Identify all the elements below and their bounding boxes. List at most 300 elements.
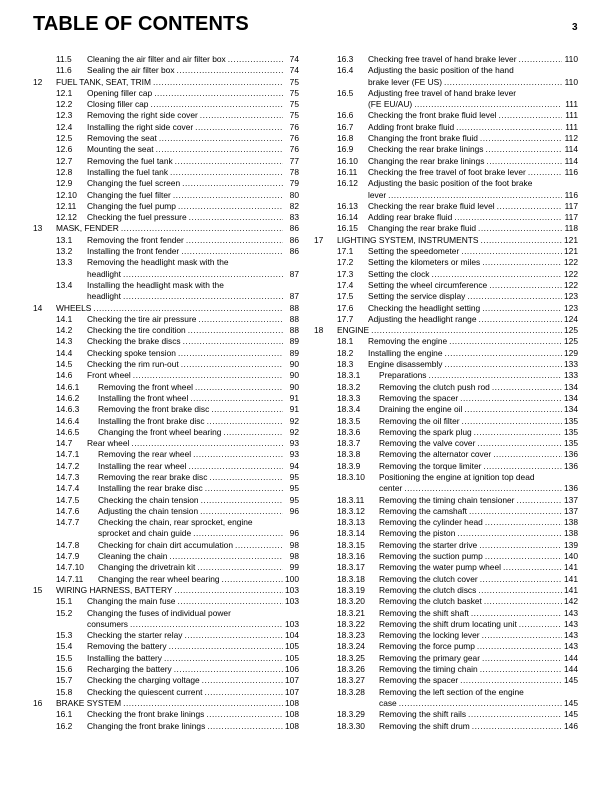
toc-entry-text bbox=[379, 709, 578, 720]
toc-entry[interactable] bbox=[314, 630, 578, 641]
toc-entry[interactable] bbox=[314, 280, 578, 291]
toc-entry[interactable] bbox=[314, 619, 578, 630]
dot-leader bbox=[486, 156, 562, 167]
toc-entry[interactable] bbox=[314, 156, 578, 167]
toc-entry-text bbox=[368, 212, 578, 223]
toc-entry[interactable] bbox=[314, 178, 578, 201]
dot-leader bbox=[198, 314, 283, 325]
toc-entry[interactable] bbox=[314, 133, 578, 144]
toc-entry-text bbox=[379, 574, 578, 585]
toc-entry-title: Checking the front brake linings bbox=[87, 709, 205, 720]
toc-entry[interactable] bbox=[314, 269, 578, 280]
toc-entry[interactable] bbox=[33, 461, 299, 472]
toc-entry-text bbox=[87, 144, 299, 155]
toc-entry[interactable] bbox=[33, 223, 299, 234]
toc-entry-page: 122 bbox=[564, 279, 578, 290]
toc-entry[interactable] bbox=[33, 325, 299, 336]
toc-entry-page: 90 bbox=[289, 359, 299, 370]
dot-leader bbox=[482, 303, 562, 314]
toc-entry-title: Mounting the seat bbox=[87, 144, 154, 155]
toc-entry-number: 16.15 bbox=[337, 223, 358, 234]
toc-entry[interactable] bbox=[314, 687, 578, 710]
toc-entry[interactable] bbox=[314, 110, 578, 121]
dot-leader bbox=[169, 551, 283, 562]
toc-entry[interactable] bbox=[33, 416, 299, 427]
toc-entry[interactable] bbox=[314, 235, 578, 246]
toc-entry-page: 75 bbox=[289, 76, 299, 87]
toc-entry-number: 16.4 bbox=[337, 65, 354, 76]
toc-entry[interactable] bbox=[314, 653, 578, 664]
toc-entry[interactable] bbox=[33, 404, 299, 415]
toc-entry-title: Removing the alternator cover bbox=[379, 449, 492, 460]
toc-entry-title: Installing the fuel tank bbox=[87, 166, 169, 177]
dot-leader bbox=[404, 483, 562, 494]
toc-entry[interactable] bbox=[33, 540, 299, 551]
toc-entry-text bbox=[379, 517, 578, 528]
toc-entry-text bbox=[368, 88, 578, 111]
toc-entry[interactable] bbox=[314, 709, 578, 720]
dot-leader bbox=[492, 382, 562, 393]
toc-entry[interactable] bbox=[33, 156, 299, 167]
toc-entry-title: Checking the brake discs bbox=[87, 336, 181, 347]
dot-leader bbox=[178, 348, 283, 359]
toc-entry[interactable] bbox=[314, 495, 578, 506]
toc-entry[interactable] bbox=[314, 382, 578, 393]
toc-entry[interactable] bbox=[33, 427, 299, 438]
dot-leader bbox=[170, 167, 283, 178]
toc-entry-title: Adjusting the headlight range bbox=[368, 313, 477, 324]
dot-leader bbox=[207, 416, 283, 427]
toc-entry[interactable] bbox=[33, 449, 299, 460]
toc-entry-number: 18.3.13 bbox=[337, 517, 365, 528]
toc-entry[interactable] bbox=[33, 596, 299, 607]
toc-entry[interactable] bbox=[314, 517, 578, 528]
toc-entry-page: 79 bbox=[289, 178, 299, 189]
toc-entry[interactable] bbox=[314, 540, 578, 551]
toc-entry-title: Removing the primary gear bbox=[379, 652, 481, 663]
toc-entry[interactable] bbox=[33, 370, 299, 381]
toc-entry[interactable] bbox=[33, 77, 299, 88]
toc-entry-page: 136 bbox=[564, 449, 578, 460]
toc-entry-title: Draining the engine oil bbox=[379, 404, 463, 415]
toc-entry-title: Removing the camshaft bbox=[379, 505, 467, 516]
toc-entry-number: 18.3.16 bbox=[337, 551, 365, 562]
dot-leader bbox=[182, 178, 283, 189]
toc-entry[interactable] bbox=[314, 144, 578, 155]
toc-entry[interactable] bbox=[314, 325, 578, 336]
dot-leader bbox=[195, 382, 283, 393]
dot-leader bbox=[181, 359, 283, 370]
toc-entry-page: 116 bbox=[564, 189, 578, 200]
toc-entry-number: 18.3.19 bbox=[337, 584, 365, 595]
toc-entry-page: 111 bbox=[565, 110, 578, 121]
toc-entry-text bbox=[87, 122, 299, 133]
toc-entry[interactable] bbox=[33, 212, 299, 223]
toc-entry-number: 14.7.10 bbox=[56, 562, 84, 573]
toc-entry-page: 95 bbox=[289, 494, 299, 505]
toc-entry-title: Installing the right side cover bbox=[87, 121, 194, 132]
toc-entry[interactable] bbox=[314, 596, 578, 607]
toc-entry-title: Preparations bbox=[379, 370, 427, 381]
toc-entry-page: 77 bbox=[289, 155, 299, 166]
toc-entry[interactable] bbox=[33, 54, 299, 65]
toc-entry-text bbox=[368, 336, 578, 347]
toc-entry[interactable] bbox=[33, 653, 299, 664]
toc-entry-page: 99 bbox=[289, 562, 299, 573]
toc-entry-page: 108 bbox=[285, 697, 299, 708]
toc-entry-text bbox=[87, 167, 299, 178]
toc-entry-number: 16.2 bbox=[56, 720, 73, 731]
toc-entry[interactable] bbox=[314, 438, 578, 449]
toc-entry[interactable] bbox=[314, 314, 578, 325]
dot-leader bbox=[175, 156, 283, 167]
toc-entry[interactable] bbox=[33, 133, 299, 144]
toc-entry-number: 17.2 bbox=[337, 257, 354, 268]
dot-leader bbox=[371, 325, 562, 336]
toc-entry[interactable] bbox=[314, 585, 578, 596]
toc-entry[interactable] bbox=[314, 427, 578, 438]
dot-leader bbox=[482, 257, 562, 268]
toc-entry-title: Changing the rear brake fluid bbox=[368, 223, 477, 234]
toc-entry[interactable] bbox=[314, 404, 578, 415]
toc-entry[interactable] bbox=[33, 551, 299, 562]
toc-entry-text bbox=[98, 461, 299, 472]
toc-entry-number: 16.3 bbox=[337, 54, 354, 64]
dot-leader bbox=[130, 619, 283, 630]
toc-entry-number: 18.3.23 bbox=[337, 630, 365, 641]
dot-leader bbox=[484, 596, 562, 607]
toc-entry-title: Adjusting the basic position of the foot brake bbox=[368, 178, 533, 189]
toc-entry-text bbox=[368, 201, 578, 212]
toc-entry-number: 14.2 bbox=[56, 325, 73, 336]
toc-entry[interactable] bbox=[33, 608, 299, 631]
toc-entry[interactable] bbox=[33, 630, 299, 641]
toc-entry[interactable] bbox=[314, 664, 578, 675]
dot-leader bbox=[497, 201, 562, 212]
toc-entry[interactable] bbox=[33, 178, 299, 189]
toc-entry-number: 17.5 bbox=[337, 291, 354, 302]
toc-entry-page: 144 bbox=[564, 652, 578, 663]
toc-entry[interactable] bbox=[33, 472, 299, 483]
toc-entry-page: 116 bbox=[564, 166, 578, 177]
toc-entry-text bbox=[368, 156, 578, 167]
toc-entry[interactable] bbox=[314, 562, 578, 573]
toc-entry-page: 134 bbox=[564, 381, 578, 392]
toc-entry[interactable] bbox=[33, 257, 299, 280]
dot-leader bbox=[195, 122, 283, 133]
toc-entry-number: 15.5 bbox=[56, 652, 73, 663]
toc-entry-text bbox=[87, 687, 299, 698]
toc-entry-number: 18.3.29 bbox=[337, 709, 365, 720]
toc-entry[interactable] bbox=[314, 348, 578, 359]
toc-entry[interactable] bbox=[33, 144, 299, 155]
dot-leader bbox=[477, 438, 562, 449]
toc-entry-number: 15 bbox=[33, 584, 43, 595]
toc-entry-text bbox=[379, 630, 578, 641]
toc-entry[interactable] bbox=[33, 698, 299, 709]
toc-entry-number: 18.3.25 bbox=[337, 652, 365, 663]
toc-entry-page: 141 bbox=[564, 573, 578, 584]
dot-leader bbox=[177, 596, 283, 607]
toc-entry[interactable] bbox=[314, 393, 578, 404]
toc-entry-page: 117 bbox=[564, 212, 578, 223]
toc-entry[interactable] bbox=[33, 303, 299, 314]
toc-entry-title: Checking the fuel pressure bbox=[87, 212, 187, 223]
dot-leader bbox=[449, 336, 562, 347]
toc-entry-page: 95 bbox=[289, 471, 299, 482]
toc-entry[interactable] bbox=[33, 201, 299, 212]
toc-entry[interactable] bbox=[314, 303, 578, 314]
toc-entry[interactable] bbox=[314, 201, 578, 212]
toc-entry[interactable] bbox=[33, 122, 299, 133]
dot-leader bbox=[456, 122, 562, 133]
toc-entry-title: Removing the engine bbox=[368, 336, 448, 347]
toc-entry-number: 18.3.12 bbox=[337, 505, 365, 516]
dot-leader bbox=[193, 449, 283, 460]
toc-entry[interactable] bbox=[314, 528, 578, 539]
toc-entry-text bbox=[87, 201, 299, 212]
toc-entry[interactable] bbox=[314, 551, 578, 562]
toc-entry-title: Setting the service display bbox=[368, 291, 466, 302]
toc-entry-page: 90 bbox=[289, 370, 299, 381]
toc-entry[interactable] bbox=[314, 246, 578, 257]
toc-entry-number: 16.6 bbox=[337, 110, 354, 121]
toc-entry-text bbox=[87, 314, 299, 325]
toc-entry-page: 137 bbox=[564, 494, 578, 505]
toc-entry[interactable] bbox=[33, 167, 299, 178]
toc-entry[interactable] bbox=[33, 585, 299, 596]
toc-entry[interactable] bbox=[314, 506, 578, 517]
dot-leader bbox=[478, 585, 562, 596]
toc-entry-number: 12.9 bbox=[56, 178, 73, 189]
toc-entry-title: Changing the rear wheel bearing bbox=[98, 573, 220, 584]
toc-entry[interactable] bbox=[314, 257, 578, 268]
toc-entry[interactable] bbox=[33, 314, 299, 325]
toc-entry-title: Removing the oil filter bbox=[379, 415, 460, 426]
toc-entry[interactable] bbox=[314, 472, 578, 495]
toc-entry[interactable] bbox=[33, 382, 299, 393]
toc-entry[interactable] bbox=[314, 88, 578, 111]
toc-entry-text bbox=[379, 427, 578, 438]
dot-leader bbox=[206, 709, 283, 720]
toc-entry-title: Installing the headlight mask with the bbox=[87, 279, 224, 290]
toc-entry[interactable] bbox=[314, 122, 578, 133]
dot-leader bbox=[150, 99, 283, 110]
dot-leader bbox=[197, 562, 283, 573]
toc-entry-text bbox=[379, 619, 578, 630]
toc-entry[interactable] bbox=[33, 359, 299, 370]
toc-entry-page: 92 bbox=[289, 415, 299, 426]
toc-entry[interactable] bbox=[33, 721, 299, 732]
toc-entry-text bbox=[368, 314, 578, 325]
dot-leader bbox=[464, 404, 562, 415]
toc-entry-title: sprocket and chain guide bbox=[98, 528, 192, 539]
dot-leader bbox=[153, 77, 283, 88]
toc-entry-title: headlight bbox=[87, 291, 121, 302]
dot-leader bbox=[211, 404, 283, 415]
toc-entry[interactable] bbox=[314, 65, 578, 88]
toc-entry-title: Removing the piston bbox=[379, 528, 456, 539]
toc-entry-text bbox=[87, 630, 299, 641]
dot-leader bbox=[480, 133, 562, 144]
toc-entry-text bbox=[379, 449, 578, 460]
toc-entry[interactable] bbox=[314, 359, 578, 370]
toc-entry-number: 15.3 bbox=[56, 630, 73, 641]
toc-entry-title: Changing the fuel pump bbox=[87, 200, 176, 211]
toc-entry[interactable] bbox=[33, 348, 299, 359]
toc-entry-text bbox=[87, 675, 299, 686]
toc-entry-page: 114 bbox=[564, 155, 578, 166]
toc-entry-text bbox=[87, 336, 299, 347]
toc-entry-page: 104 bbox=[285, 630, 299, 641]
toc-entry-text bbox=[87, 156, 299, 167]
toc-entry[interactable] bbox=[33, 483, 299, 494]
toc-entry-text bbox=[368, 178, 578, 201]
toc-entry-number: 12 bbox=[33, 76, 43, 87]
toc-entry[interactable] bbox=[33, 664, 299, 675]
dot-leader bbox=[154, 88, 283, 99]
toc-entry-text bbox=[337, 325, 578, 336]
toc-entry-number: 18.3.4 bbox=[337, 404, 361, 415]
toc-entry[interactable] bbox=[33, 110, 299, 121]
toc-entry[interactable] bbox=[33, 709, 299, 720]
dot-leader bbox=[460, 393, 562, 404]
dot-leader bbox=[177, 65, 283, 76]
toc-entry-number: 18.3.3 bbox=[337, 392, 361, 403]
toc-entry-title: Checking the chain, rear sprocket, engine bbox=[98, 517, 253, 528]
toc-entry-number: 12.6 bbox=[56, 144, 73, 155]
toc-entry[interactable] bbox=[33, 246, 299, 257]
toc-entry[interactable] bbox=[314, 212, 578, 223]
toc-entry-number: 16.12 bbox=[337, 178, 358, 189]
toc-entry[interactable] bbox=[33, 393, 299, 404]
toc-entry-title: Checking the headlight setting bbox=[368, 302, 481, 313]
toc-entry[interactable] bbox=[314, 416, 578, 427]
toc-entry[interactable] bbox=[314, 370, 578, 381]
toc-entry-page: 110 bbox=[564, 76, 578, 87]
toc-entry[interactable] bbox=[314, 641, 578, 652]
toc-column-right bbox=[314, 54, 578, 732]
toc-entry-text bbox=[379, 608, 578, 619]
toc-entry-number: 14.7.5 bbox=[56, 494, 80, 505]
toc-entry-text bbox=[368, 167, 578, 178]
toc-entry[interactable] bbox=[314, 608, 578, 619]
dot-leader bbox=[485, 144, 562, 155]
toc-entry-page: 105 bbox=[285, 641, 299, 652]
toc-entry[interactable] bbox=[314, 291, 578, 302]
toc-entry-page: 88 bbox=[289, 313, 299, 324]
dot-leader bbox=[489, 280, 562, 291]
toc-entry[interactable] bbox=[33, 574, 299, 585]
toc-entry[interactable] bbox=[314, 223, 578, 234]
toc-entry[interactable] bbox=[314, 54, 578, 65]
toc-entry-title: Installing the rear wheel bbox=[98, 460, 187, 471]
dot-leader bbox=[181, 246, 283, 257]
toc-entry-title: Removing the front brake disc bbox=[98, 404, 210, 415]
dot-leader bbox=[493, 449, 562, 460]
toc-entry[interactable] bbox=[33, 687, 299, 698]
toc-entry-page: 140 bbox=[564, 551, 578, 562]
toc-entry-number: 18.1 bbox=[337, 336, 354, 347]
dot-leader bbox=[193, 528, 283, 539]
toc-entry-title: WIRING HARNESS, BATTERY bbox=[56, 584, 173, 595]
toc-entry-text bbox=[87, 348, 299, 359]
dot-leader bbox=[461, 246, 562, 257]
toc-entry[interactable] bbox=[33, 280, 299, 303]
dot-leader bbox=[519, 619, 562, 630]
toc-entry-title: Checking the free travel of foot brake lever bbox=[368, 166, 526, 177]
toc-entry-number: 14.5 bbox=[56, 359, 73, 370]
toc-entry-text bbox=[98, 495, 299, 506]
toc-entry[interactable] bbox=[33, 235, 299, 246]
dot-leader bbox=[457, 528, 562, 539]
toc-entry-title: FUEL TANK, SEAT, TRIM bbox=[56, 76, 151, 87]
toc-entry-text bbox=[56, 698, 299, 709]
toc-entry-text bbox=[87, 721, 299, 732]
toc-entry-title: Changing the main fuse bbox=[87, 596, 176, 607]
toc-entry[interactable] bbox=[33, 506, 299, 517]
toc-entry[interactable] bbox=[33, 675, 299, 686]
toc-entry[interactable] bbox=[314, 167, 578, 178]
toc-entry[interactable] bbox=[33, 438, 299, 449]
toc-entry-title: Checking the chain tension bbox=[98, 494, 199, 505]
toc-entry[interactable] bbox=[33, 88, 299, 99]
toc-entry-text bbox=[87, 325, 299, 336]
toc-entry-page: 76 bbox=[289, 121, 299, 132]
toc-entry[interactable] bbox=[33, 99, 299, 110]
toc-entry-number: 14.6.3 bbox=[56, 404, 80, 415]
toc-entry-number: 12.11 bbox=[56, 200, 77, 211]
toc-entry[interactable] bbox=[314, 675, 578, 686]
toc-entry[interactable] bbox=[33, 336, 299, 347]
dot-leader bbox=[477, 641, 562, 652]
dot-leader bbox=[516, 495, 562, 506]
toc-entry[interactable] bbox=[33, 641, 299, 652]
toc-entry-title: headlight bbox=[87, 268, 121, 279]
toc-entry-page: 143 bbox=[564, 630, 578, 641]
toc-entry-page: 123 bbox=[564, 291, 578, 302]
toc-entry-page: 86 bbox=[289, 234, 299, 245]
toc-entry[interactable] bbox=[33, 562, 299, 573]
toc-entry-number: 18.3.24 bbox=[337, 641, 365, 652]
toc-entry[interactable] bbox=[33, 517, 299, 540]
toc-entry[interactable] bbox=[33, 495, 299, 506]
toc-entry-page: 133 bbox=[564, 359, 578, 370]
toc-entry-page: 87 bbox=[289, 268, 299, 279]
toc-entry-text bbox=[98, 562, 299, 573]
toc-entry[interactable] bbox=[33, 190, 299, 201]
toc-entry[interactable] bbox=[314, 721, 578, 732]
toc-entry-number: 16.13 bbox=[337, 200, 358, 211]
toc-entry-number: 12.5 bbox=[56, 133, 73, 144]
toc-entry[interactable] bbox=[314, 461, 578, 472]
toc-entry-text bbox=[379, 551, 578, 562]
toc-entry-title: Removing the shift drum locating unit bbox=[379, 618, 517, 629]
toc-entry-text bbox=[56, 77, 299, 88]
toc-entry[interactable] bbox=[314, 574, 578, 585]
toc-entry-title: Adjusting free travel of hand brake lever bbox=[368, 87, 517, 98]
toc-entry-title: Removing the seat bbox=[87, 133, 157, 144]
dot-leader bbox=[183, 336, 283, 347]
toc-entry[interactable] bbox=[314, 449, 578, 460]
toc-entry-title: consumers bbox=[87, 618, 128, 629]
toc-entry-title: Removing the cylinder head bbox=[379, 517, 483, 528]
toc-entry-title: Removing the timing chain tensioner bbox=[379, 494, 515, 505]
toc-entry[interactable] bbox=[33, 65, 299, 76]
toc-entry-text bbox=[379, 585, 578, 596]
toc-entry[interactable] bbox=[314, 336, 578, 347]
toc-entry-text bbox=[87, 608, 299, 631]
